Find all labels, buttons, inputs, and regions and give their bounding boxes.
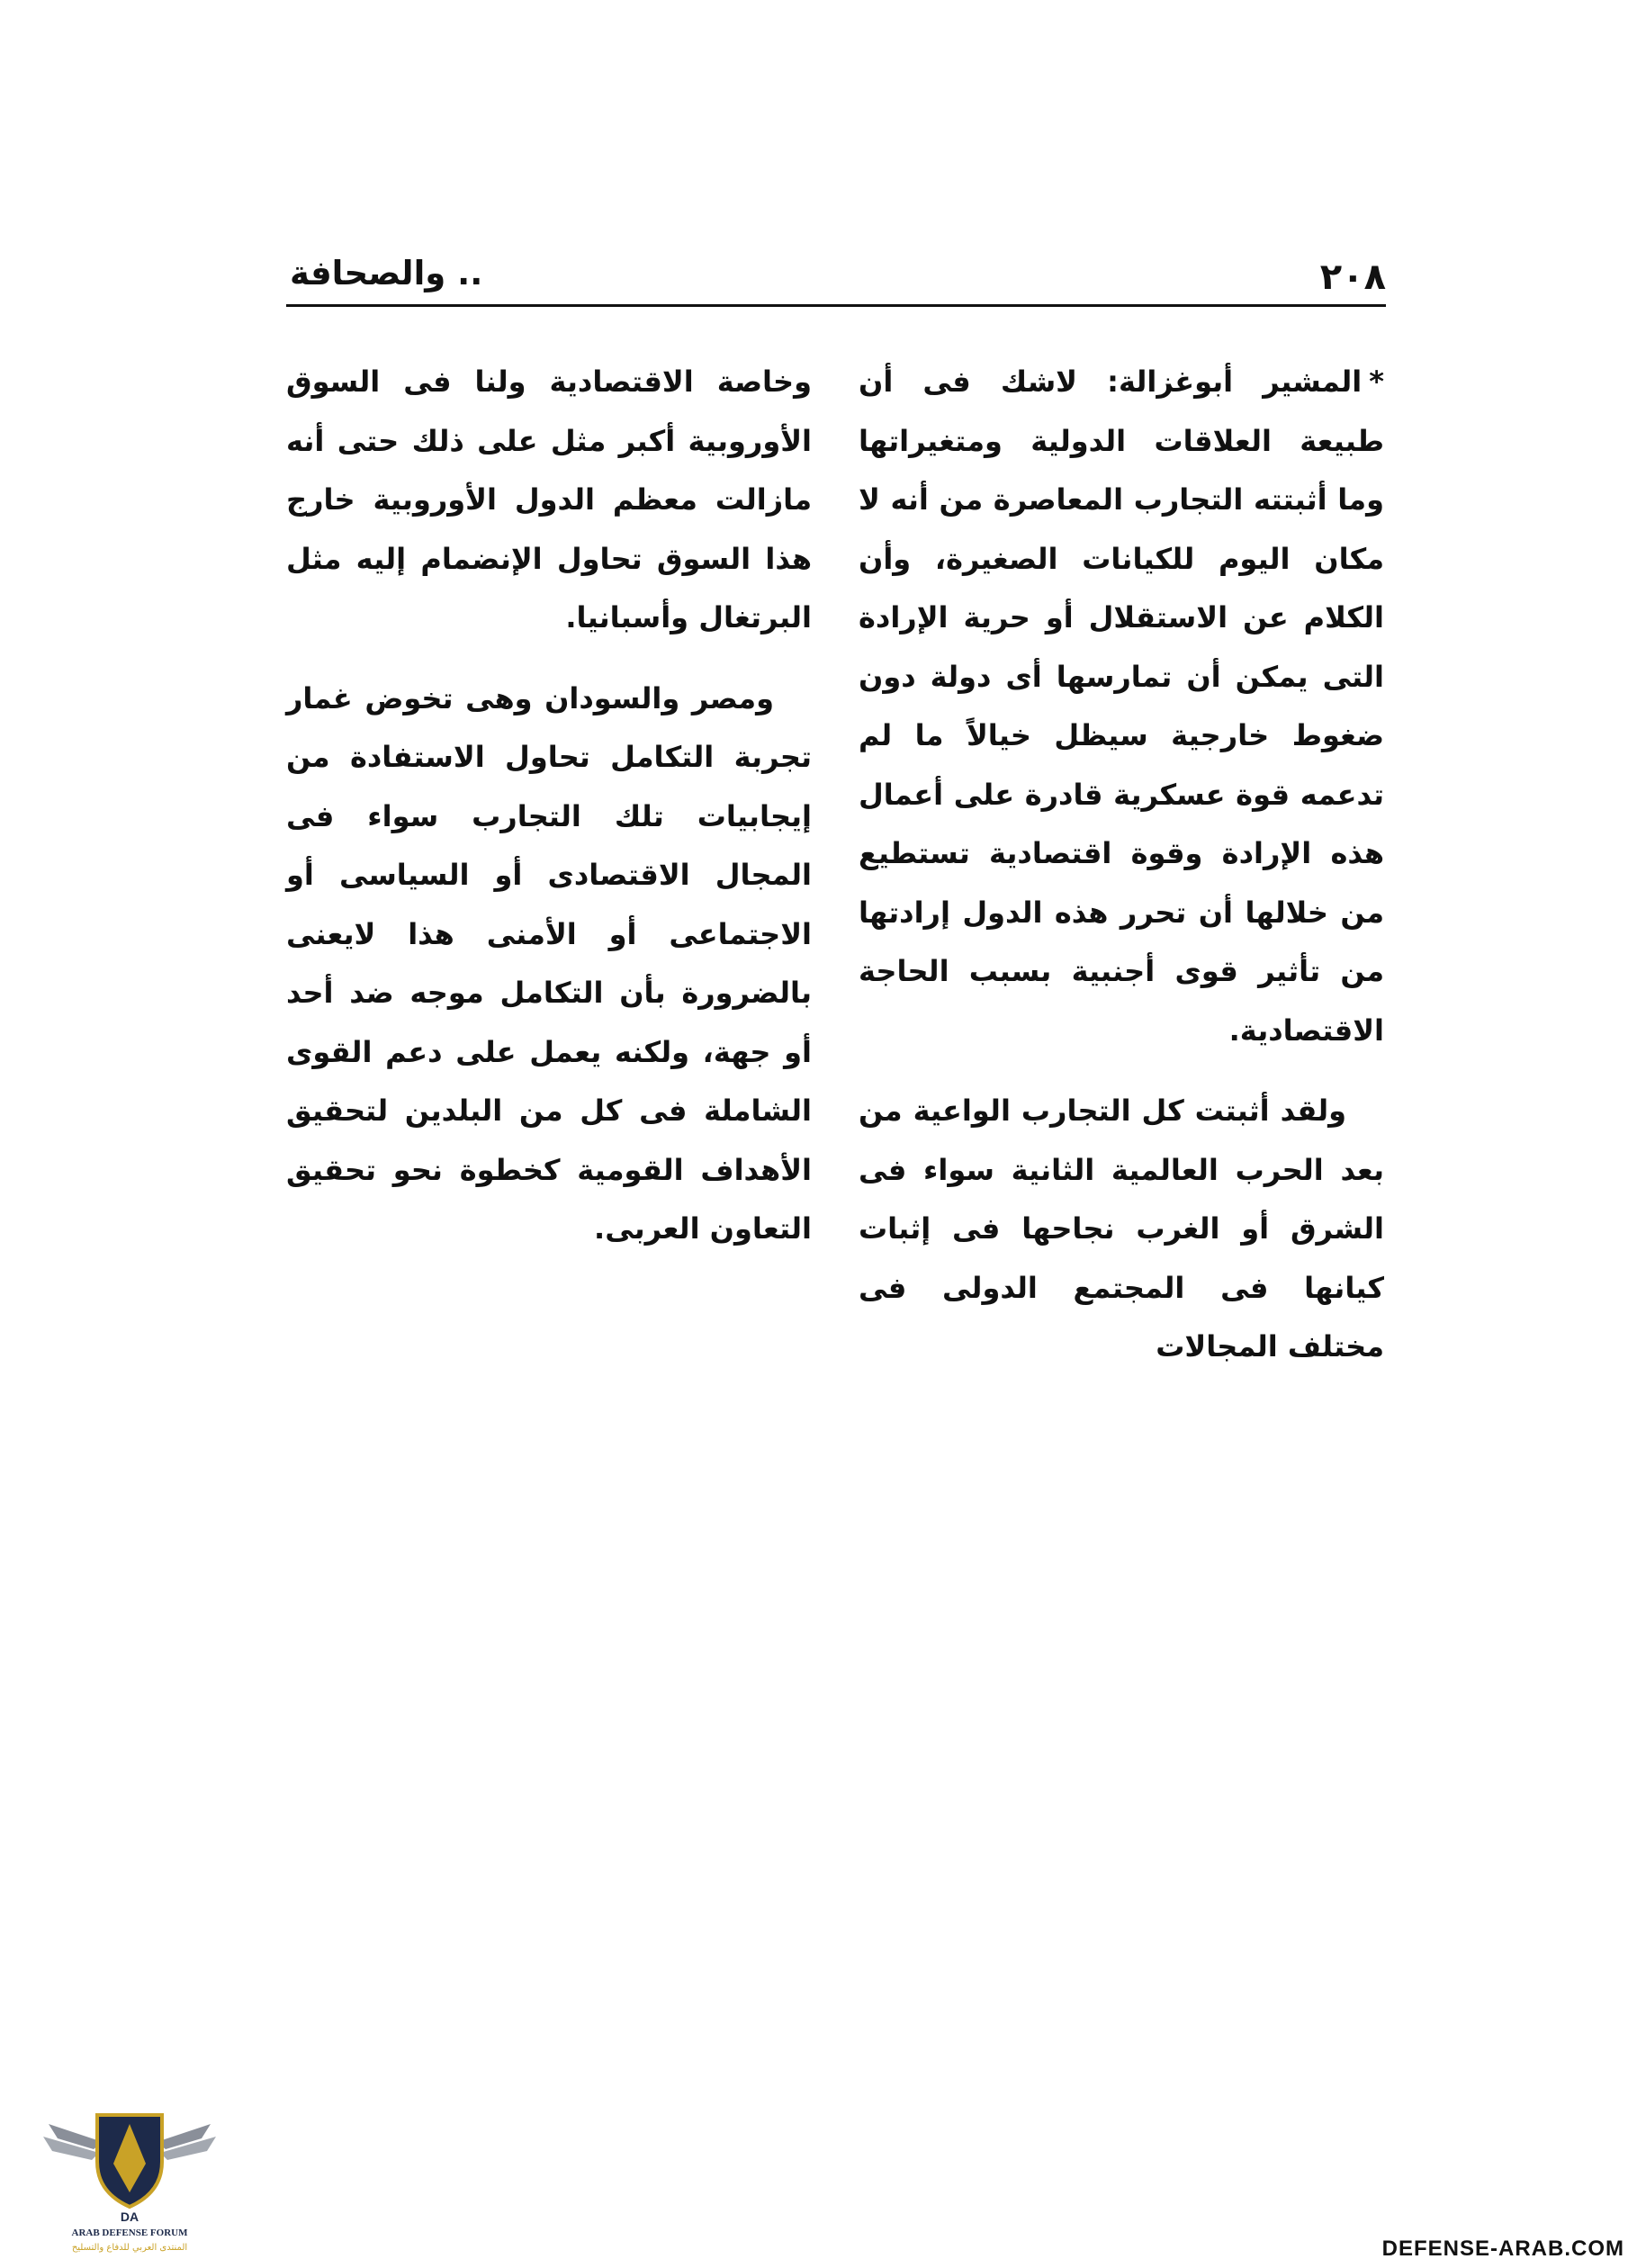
logo-initials: DA [120, 2210, 139, 2224]
running-title: .. والصحافة [290, 254, 483, 292]
watermark-logo [40, 2106, 220, 2259]
logo-arabic: المنتدى العربي للدفاع والتسليح [71, 2243, 188, 2253]
paragraph-experiences: ولقد أثبتت كل التجارب الواعية من بعد الحرب العالمية الثانية سواء فى الشرق أو الغرب نجاحها فى إثبات كيانها فى المجتمع الدولى فى مختلف المجالات [859, 1094, 1384, 1364]
shield-logo-icon [40, 2106, 220, 2259]
page-number: ٢٠٨ [1319, 256, 1386, 298]
page-header [286, 241, 1386, 304]
star-marker: * [1369, 364, 1384, 399]
left-column [286, 353, 812, 1281]
header-rule [286, 304, 1386, 307]
paragraph-interview-answer [859, 353, 1384, 1060]
paragraph-text: المشير أبوغزالة: لاشك فى أن طبيعة العلاقات الدولية ومتغيراتها وما أثبتته التجارب المعاصرة من أنه لا مكان اليوم للكيانات الصغيرة، وأن الكلام عن الاستقلال أو حرية الإرادة التى يمكن أن تمارسها أى دولة دون ضغوط خارجية سيظل خيالاً ما لم تدعمه قوة عسكرية قادرة على أعمال هذه الإرادة وقوة اقتصادية تستطيع من خلالها أن تحرر هذه الدول إرادتها من تأثير قوى أجنبية بسبب الحاجة الاقتصادية. [859, 364, 1384, 1048]
paragraph-egypt-sudan: ومصر والسودان وهى تخوض غمار تجربة التكامل تحاول الاستفادة من إيجابيات تلك التجارب سواء فى المجال الاقتصادى أو السياسى أو الاجتماعى أو الأمنى هذا لايعنى بالضرورة بأن التكامل موجه ضد أحد أو جهة، ولكنه يعمل على دعم القوى الشاملة فى كل من البلدين لتحقيق الأهداف القومية كخطوة نحو تحقيق التعاون العربى. [286, 680, 812, 1246]
paragraph-european-market: وخاصة الاقتصادية ولنا فى السوق الأوروبية أكبر مثل على ذلك حتى أنه مازالت معظم الدول الأوروبية خارج هذا السوق تحاول الإنضمام إليه مثل البرتغال وأسبانيا. [286, 364, 812, 634]
logo-name: ARAB DEFENSE FORUM [71, 2228, 188, 2238]
watermark-url: DEFENSE-ARAB.COM [1381, 2236, 1624, 2261]
right-column [859, 353, 1384, 1399]
